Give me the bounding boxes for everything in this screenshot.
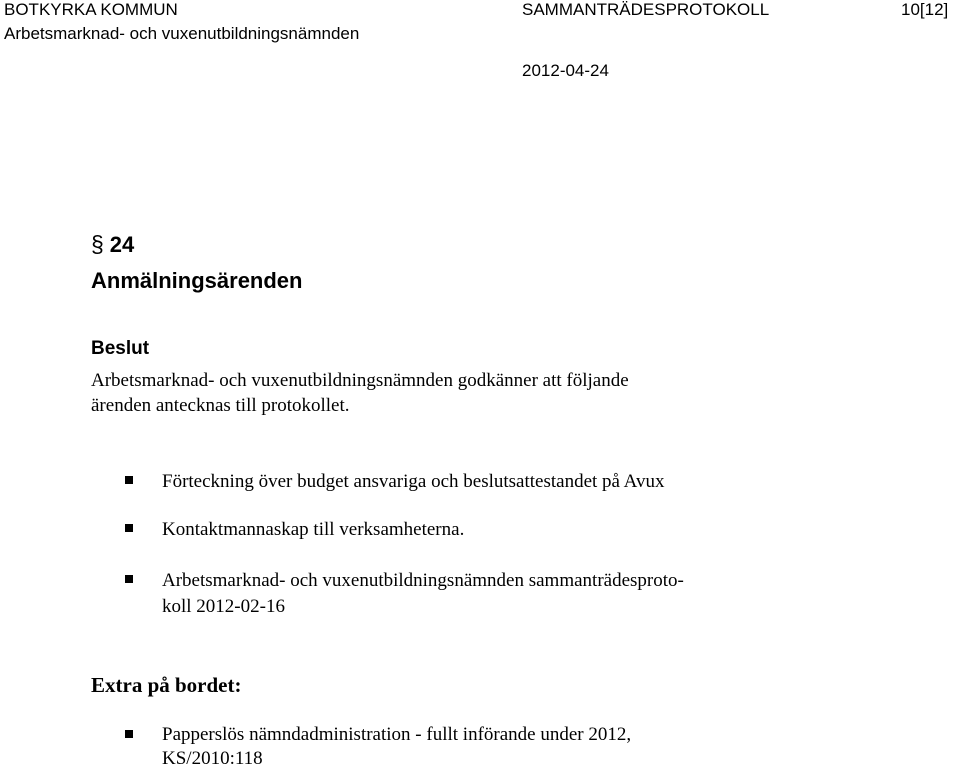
list-bullet xyxy=(125,730,133,738)
list-item-minutes-line-2: koll 2012-02-16 xyxy=(162,596,285,617)
page-number: 10[12] xyxy=(901,0,949,19)
section-number xyxy=(91,230,134,259)
organization-name: BOTKYRKA KOMMUN xyxy=(4,0,178,19)
committee-name: Arbetsmarknad- och vuxenutbildningsnämnden xyxy=(4,24,360,43)
list-item-minutes-line-1: Arbetsmarknad- och vuxenutbildningsnämnden sammanträdesproto- xyxy=(162,570,684,591)
list-item-budget: Förteckning över budget ansvariga och beslutsattestandet på Avux xyxy=(162,471,665,492)
list-bullet xyxy=(125,575,133,583)
section-symbol: § xyxy=(91,231,104,257)
extra-item-line-1: Papperslös nämndadministration - fullt införande under 2012, xyxy=(162,724,632,745)
section-title: Anmälningsärenden xyxy=(91,268,303,293)
decision-text xyxy=(91,368,811,418)
list-bullet xyxy=(125,524,133,532)
extra-heading: Extra på bordet: xyxy=(91,673,242,697)
decision-heading: Beslut xyxy=(91,338,150,359)
decision-text-line-2: ärenden antecknas till protokollet. xyxy=(91,395,350,416)
section-number-value: 24 xyxy=(109,232,135,257)
extra-item-line-2: KS/2010:118 xyxy=(162,748,263,769)
document-date: 2012-04-24 xyxy=(522,61,609,80)
list-bullet xyxy=(125,476,133,484)
list-item-contact: Kontaktmannaskap till verksamheterna. xyxy=(162,519,465,540)
decision-text-line-1: Arbetsmarknad- och vuxenutbildningsnämnden godkänner att följande xyxy=(91,370,629,391)
document-type: SAMMANTRÄDESPROTOKOLL xyxy=(522,0,770,19)
